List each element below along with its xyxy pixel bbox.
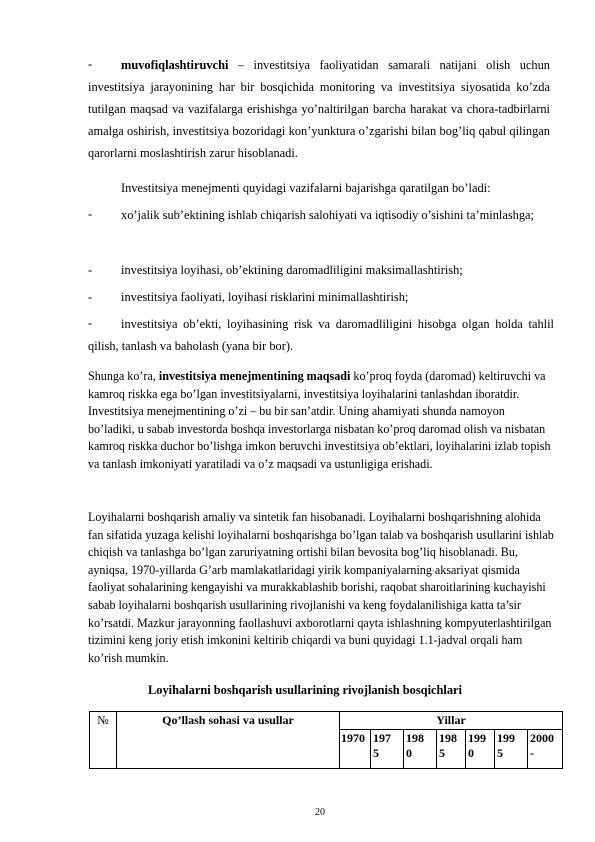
bullet-1-cont: ta’minlashga; bbox=[466, 208, 534, 222]
page-number: 20 bbox=[315, 807, 325, 818]
para2-post: ko’proq foyda (daromad) keltiruvchi va kamroq riskka ega bo’lgan investitsiyalarni, investitsiya loyihalarini tanlashdan iboratdir. Investitsiya menejmentining o’zi – bu bir san’atdir. Uning ahamiyati shunda namoyon bo’ladiki, u sabab investorda boshqa investorlarga nisbatan ko’proq daromad olish va nisbatan kamroq riskka duchor bo’lishga imkon beruvchi investitsiya ob’ektlari, loyihalarini izlab topish va tanlash imkoniyati yaratiladi va o’z maqsadi va ustunligiga erishadi. bbox=[88, 369, 551, 471]
table-col-no: № bbox=[90, 712, 117, 769]
bullet-4-dash: - bbox=[88, 316, 93, 330]
bullet-3-dash: - bbox=[88, 290, 93, 304]
bullet-1 bbox=[88, 204, 550, 226]
bullet-2-text: investitsiya loyihasi, ob’ektining daromadliligini maksimallashtirish; bbox=[121, 263, 463, 277]
para1-term: muvofiqlashtiruvchi bbox=[121, 58, 229, 72]
bullet-1-text: xo’jalik sub’ektining ishlab chiqarish salohiyati va iqtisodiy o’sishini bbox=[121, 208, 464, 222]
year-cell: 2000 - bbox=[528, 730, 563, 769]
para1 bbox=[88, 54, 550, 164]
tasks-intro: Investitsiya menejmenti quyidagi vazifalarni bajarishga qaratilgan bo’ladi: bbox=[121, 181, 491, 195]
para2-bold: investitsiya menejmentining maqsadi bbox=[158, 369, 351, 383]
year-cell: 197 5 bbox=[371, 730, 404, 769]
bullet-4-cont: tahlil qilish, tanlash va baholash (yana bir bor). bbox=[88, 317, 554, 353]
year-cell: 199 0 bbox=[466, 730, 495, 769]
year-cell: 199 5 bbox=[495, 730, 528, 769]
para3: Loyihalarni boshqarish amaliy va sintetik fan hisobanadi. Loyihalarni boshqarishning alohida fan sifatida yuzaga kelishi loyihalarni boshqarishga bo’lgan talab va boshqarish usullarini ishlab chiqish va tanlashga bo’lgan zaruriyatning ortishi bilan bevosita bog’liq hisoblanadi. Bu, ayniqsa, 1970-yillarda G’arb mamlakatlaridagi yirik kompaniyalarning aksariyat qismida faoliyat sohalarining kengayishi va murakkablashib borishi, raqobat sharoitlarining kuchayishi sabab loyihalarni boshqarish usullarining rivojlanishi va keng foydalanilishiga katta ta’sir ko’rsatdi. Mazkur jarayonning faollashuvi axborotlarni qayta ishlashning kompyuterlashtirilgan tizimini keng joriy etish imkonini keltirib chiqardi va buni quyidagi 1.1-jadval orqali ham ko’rish mumkin. bbox=[88, 510, 554, 665]
table-col-area: Qo’llash sohasi va usullar bbox=[117, 712, 340, 769]
stages-table bbox=[89, 711, 563, 769]
bullet-3-text: investitsiya faoliyati, loyihasi risklarini minimallashtirish; bbox=[121, 290, 409, 304]
year-cell: 198 5 bbox=[437, 730, 466, 769]
para1-dash: - bbox=[88, 57, 93, 71]
year-cell: 198 0 bbox=[404, 730, 437, 769]
table-title: Loyihalarni boshqarish usullarining rivojlanish bosqichlari bbox=[148, 683, 462, 697]
bullet-4-text: investitsiya ob’ekti, loyihasining risk va daromadliligini hisobga olgan holda bbox=[121, 317, 523, 331]
year-cell: 1970 bbox=[340, 730, 371, 769]
bullet-1-dash: - bbox=[88, 207, 93, 221]
para1-rest: – investitsiya faoliyatidan samarali natijani olish uchun investitsiya jarayonining har bir bosqichida monitoring va investitsiya siyosatida ko’zda tutilgan maqsad va vazifalarga erishishga yo’naltirilgan barcha harakat va chora-tadbirlarni amalga oshirish, investitsiya bozoridagi kon’yunktura o’zgarishi bilan bog’liq qabul qilingan qarorlarni moslashtirish zarur hisoblanadi. bbox=[88, 58, 550, 160]
para2 bbox=[88, 368, 554, 474]
table-header-row bbox=[90, 712, 563, 730]
para2-pre: Shunga ko’ra, bbox=[88, 369, 159, 383]
table-col-years: Yillar bbox=[340, 712, 563, 730]
bullet-4 bbox=[88, 313, 554, 357]
bullet-2-dash: - bbox=[88, 263, 93, 277]
